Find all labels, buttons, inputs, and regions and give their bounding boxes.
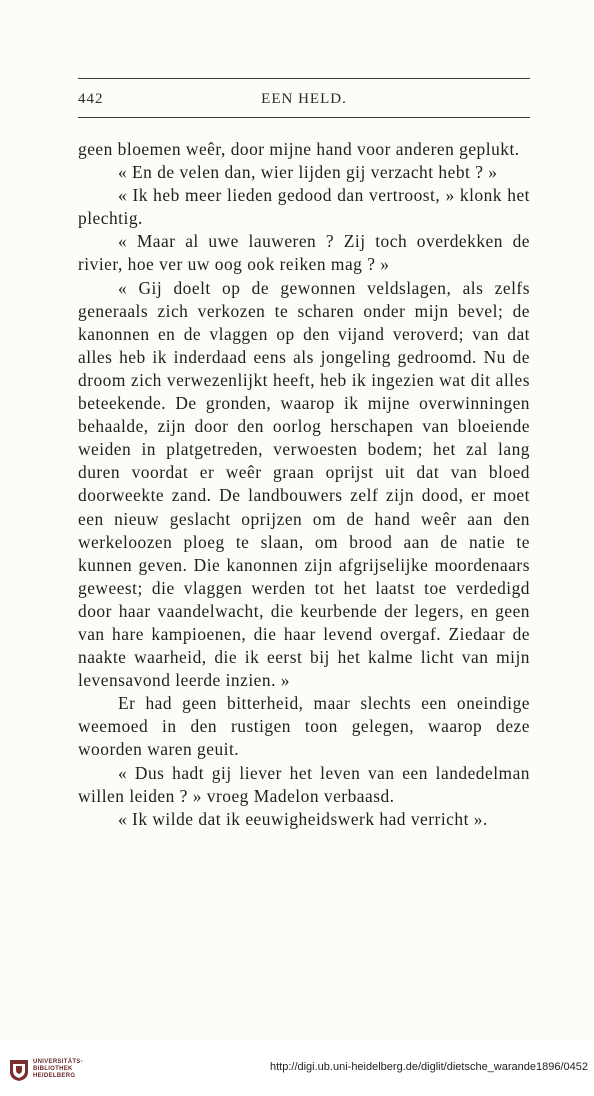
- header-rule-bottom: [78, 117, 530, 118]
- paragraph: geen bloemen weêr, door mijne hand voor anderen geplukt.: [78, 139, 520, 159]
- paragraph: « Ik wilde dat ik eeuwigheidswerk had verricht ».: [118, 808, 488, 829]
- header-rule-top: [78, 78, 530, 79]
- paragraph: « Gij doelt op de gewonnen veldslagen, als zelfs generaals zich verkozen te scharen onder mijn bevel; de kanonnen en de vlaggen op den vijand veroverd; van dat alles heb ik inderdaad eens als jongeling gedroomd. Nu de droom zich verwezenlijkt heeft, heb ik ingezien wat dit alles beteekende. De gronden, waarop ik mijne overwinningen behaalde, zijn door den oorlog herschapen van bloeiende weiden in platgetreden, verwoesten bodem; het zal lang duren voordat er weêr graan oprijst uit dat van bloed doorweekte zand. De landbouwers zelf zijn dood, er moet een nieuw geslacht oprijzen om de hand weêr aan den werkeloozen ploeg te slaan, om brood aan de natie te kunnen geven. Die kanonnen zijn afgrijselijke moordenaars geweest; die vlaggen werden tot het laatst toe verdedigd door haar vaandelwacht, die keurbende der legers, en geen van hare kampioenen, die haar levend overgaf. Ziedaar de naakte waarheid, die ik eerst bij het kalme licht van mijn levensavond leerde inzien. »: [78, 277, 530, 691]
- library-name-line: UNIVERSITÄTS-: [33, 1059, 83, 1065]
- body-text: [78, 138, 530, 831]
- source-url-link[interactable]: http://digi.ub.uni-heidelberg.de/diglit/dietsche_warande1896/0452: [269, 1061, 588, 1073]
- page-header: [78, 91, 530, 113]
- paragraph: Er had geen bitterheid, maar slechts een oneindige weemoed in den rustigen toon gelegen, waarop deze woorden waren geuit.: [78, 693, 530, 760]
- library-name-line: BIBLIOTHEK: [33, 1066, 73, 1072]
- paragraph: « Dus hadt gij liever het leven van een landedelman willen leiden ? » vroeg Madelon verbaasd.: [78, 762, 530, 806]
- paragraph: « En de velen dan, wier lijden gij verzacht hebt ? »: [118, 162, 498, 183]
- university-seal-icon: [8, 1058, 30, 1082]
- library-name-line: HEIDELBERG: [33, 1073, 76, 1079]
- library-name: [33, 1059, 83, 1080]
- digitization-footer: [0, 1040, 594, 1096]
- paragraph: « Ik heb meer lieden gedood dan vertroost, » klonk het plechtig.: [78, 185, 530, 229]
- running-head: EEN HELD.: [261, 91, 347, 107]
- page-number: 442: [78, 91, 104, 107]
- paragraph: « Maar al uwe lauweren ? Zij toch overdekken de rivier, hoe ver uw oog ook reiken mag ? »: [78, 231, 530, 275]
